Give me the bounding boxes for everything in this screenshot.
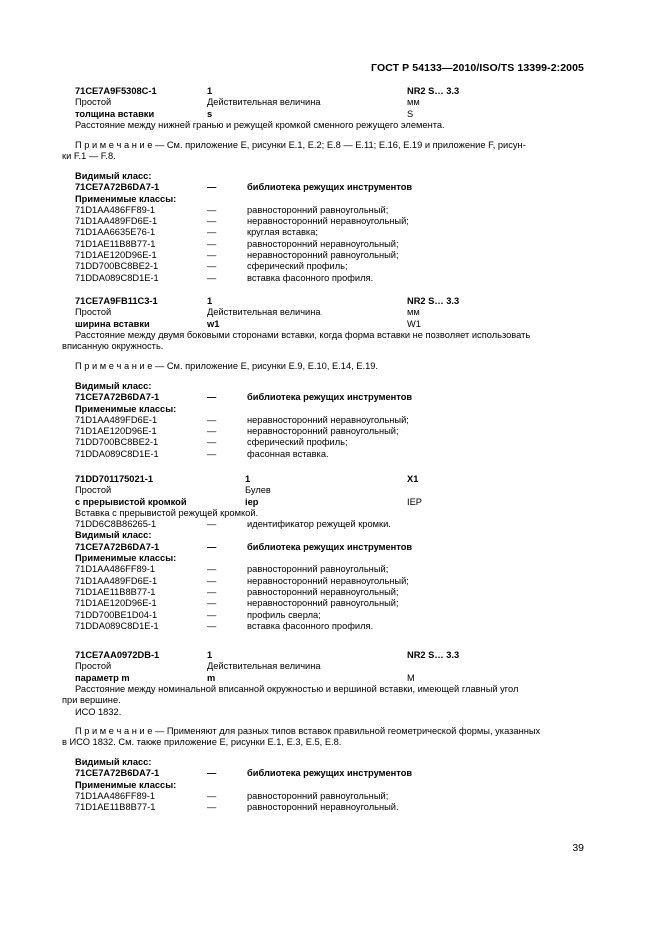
entry-id: 71CE7AA0972DB-1 <box>75 650 160 660</box>
note-2 <box>62 361 585 372</box>
note-1 <box>62 140 585 163</box>
visible-class-label: Видимый класс: <box>75 381 152 391</box>
class-dash: — <box>207 802 217 813</box>
entry-definition: Вставка с прерывистой режущей кромкой. <box>75 507 259 518</box>
class-dash: — <box>207 598 217 609</box>
class-desc: равносторонний равноугольный; <box>247 564 389 575</box>
class-id: 71D1AA486FF89-1 <box>75 564 156 575</box>
entry-interrupted-edge <box>75 474 585 632</box>
visible-class-id: 71CE7A72B6DA7-1 <box>75 392 160 403</box>
entry-type: Простой <box>75 97 112 108</box>
definition-4 <box>62 684 585 718</box>
class-dash: — <box>207 620 217 631</box>
class-dash: — <box>207 575 217 586</box>
visible-class-dash: — <box>207 768 217 779</box>
note-text: — См. приложение E, рисунки E.9, E.10, E.14, E.19. <box>152 361 378 371</box>
entry-id: 71CE7A9FB11C3-1 <box>75 296 158 306</box>
class-desc: равносторонний равноугольный; <box>247 204 389 215</box>
entry-type: Простой <box>75 485 112 496</box>
visible-class-desc: библиотека режущих инструментов <box>247 182 413 193</box>
class-list-2 <box>75 381 585 460</box>
entry-unit: мм <box>407 97 420 108</box>
entry-id: 71CE7A9F5308C-1 <box>75 86 157 96</box>
entry-name: параметр m <box>75 672 130 683</box>
entry-symbol: m <box>207 672 216 683</box>
applicable-classes-label: Применимые классы: <box>75 403 177 414</box>
entry-version: 1 <box>207 86 213 96</box>
class-id: 71DDA089C8D1E-1 <box>75 272 159 283</box>
visible-class-desc: библиотека режущих инструментов <box>247 392 413 403</box>
note-label: П р и м е ч а н и е <box>75 361 153 371</box>
entry-symbol: s <box>207 108 213 119</box>
definition-2 <box>62 330 585 353</box>
visible-class-label: Видимый класс: <box>75 757 152 767</box>
definition-text: Расстояние между двумя боковыми сторонами вставки, когда форма вставки не позволяет использовать <box>75 330 531 340</box>
class-desc: неравносторонний равноугольный; <box>247 426 399 437</box>
visible-class-desc: библиотека режущих инструментов <box>247 541 413 552</box>
class-id: 71DD700BC8BE2-1 <box>75 261 159 272</box>
entry-ref: NR2 S… 3.3 <box>407 650 460 660</box>
applicable-classes-label: Применимые классы: <box>75 193 177 204</box>
note-label: П р и м е ч а н и е <box>75 140 153 150</box>
entry-symbol-code: IEP <box>407 496 422 507</box>
entry-type: Простой <box>75 307 112 318</box>
class-dash: — <box>207 216 217 227</box>
visible-class-dash: — <box>207 182 217 193</box>
note-text-cont: в ИСО 1832. См. также приложение E, рисунки E.1, E.3, E.5, E.8. <box>62 737 342 748</box>
class-id: 71DDA089C8D1E-1 <box>75 448 159 459</box>
class-desc: равносторонний равноугольный; <box>247 790 389 801</box>
class-desc: неравносторонний равноугольный; <box>247 250 399 261</box>
class-dash: — <box>207 586 217 597</box>
class-desc: равносторонний неравноугольный; <box>247 586 399 597</box>
class-dash: — <box>207 790 217 801</box>
applicable-classes-label: Применимые классы: <box>75 779 177 790</box>
class-id: 71D1AE11B8B77-1 <box>75 586 156 597</box>
visible-class-dash: — <box>207 392 217 403</box>
definition-text: Расстояние между номинальной вписанной окружностью и вершиной вставки, имеющей главный угол <box>75 684 519 694</box>
entry-symbol-code: M <box>407 672 415 683</box>
ref-class-dash: — <box>207 519 217 530</box>
class-dash: — <box>207 448 217 459</box>
class-id: 71D1AA486FF89-1 <box>75 204 156 215</box>
visible-class-label: Видимый класс: <box>75 530 152 541</box>
entry-symbol: w1 <box>207 318 220 329</box>
iso-reference: ИСО 1832. <box>75 706 122 717</box>
visible-class-id: 71CE7A72B6DA7-1 <box>75 541 160 552</box>
entry-kind: Действительная величина <box>207 97 321 108</box>
class-list-1 <box>75 171 585 284</box>
page-number: 39 <box>572 842 584 854</box>
entry-name: с прерывистой кромкой <box>75 496 187 507</box>
note-text-cont: ки F.1 — F.8. <box>62 151 116 162</box>
entry-version: 1 <box>245 474 251 484</box>
note-text: — Применяют для разных типов вставок правильной геометрической формы, указанных <box>152 726 541 736</box>
class-dash: — <box>207 437 217 448</box>
class-dash: — <box>207 609 217 620</box>
class-id: 71D1AE120D96E-1 <box>75 250 157 261</box>
class-id: 71D1AA489FD6E-1 <box>75 414 158 425</box>
class-desc: неравносторонний равноугольный; <box>247 598 399 609</box>
class-dash: — <box>207 238 217 249</box>
class-id: 71D1AE11B8B77-1 <box>75 238 156 249</box>
class-id: 71D1AA489FD6E-1 <box>75 216 158 227</box>
class-id: 71D1AE120D96E-1 <box>75 598 157 609</box>
applicable-classes-label: Применимые классы: <box>75 553 177 564</box>
entry-kind: Булев <box>245 485 271 496</box>
class-id: 71DDA089C8D1E-1 <box>75 620 159 631</box>
class-desc: вставка фасонного профиля. <box>247 272 374 283</box>
class-list-4 <box>75 757 585 813</box>
class-desc: сферический профиль; <box>247 261 348 272</box>
page-header: ГОСТ Р 54133—2010/ISO/TS 13399-2:2005 <box>371 62 584 74</box>
entry-unit: мм <box>407 307 420 318</box>
class-id: 71D1AA6635E76-1 <box>75 227 156 238</box>
entry-kind: Действительная величина <box>207 307 321 318</box>
class-dash: — <box>207 414 217 425</box>
entry-ref: NR2 S… 3.3 <box>407 86 460 96</box>
entry-insert-width <box>75 296 585 330</box>
entry-kind: Действительная величина <box>207 661 321 672</box>
entry-parameter-m <box>75 650 585 684</box>
note-4 <box>62 726 585 749</box>
class-dash: — <box>207 564 217 575</box>
class-dash: — <box>207 204 217 215</box>
class-dash: — <box>207 426 217 437</box>
entry-name: толщина вставки <box>75 108 155 119</box>
class-desc: круглая вставка; <box>247 227 318 238</box>
entry-name: ширина вставки <box>75 318 150 329</box>
entry-version: 1 <box>207 296 213 306</box>
class-desc: неравносторонний неравноугольный; <box>247 216 409 227</box>
note-text: — См. приложение E, рисунки E.1, E.2; E.8 — E.11; E.16, E.19 и приложение F, рисун- <box>152 140 526 150</box>
entry-insert-thickness <box>75 86 585 131</box>
class-desc: равносторонний неравноугольный; <box>247 238 399 249</box>
class-desc: профиль сверла; <box>247 609 321 620</box>
class-desc: неравносторонний неравноугольный; <box>247 575 409 586</box>
ref-class-desc: идентификатор режущей кромки. <box>247 519 391 530</box>
class-desc: неравносторонний неравноугольный; <box>247 414 409 425</box>
visible-class-desc: библиотека режущих инструментов <box>247 768 413 779</box>
class-id: 71D1AA489FD6E-1 <box>75 575 158 586</box>
visible-class-id: 71CE7A72B6DA7-1 <box>75 768 160 779</box>
entry-symbol-code: S <box>407 108 414 119</box>
class-id: 71DD700BC8BE2-1 <box>75 437 159 448</box>
definition-text-cont: вписанную окружность. <box>62 341 164 352</box>
entry-symbol: iep <box>245 496 259 507</box>
class-dash: — <box>207 227 217 238</box>
class-desc: сферический профиль; <box>247 437 348 448</box>
ref-class-id: 71DD6C8B86265-1 <box>75 519 157 530</box>
visible-class-id: 71CE7A72B6DA7-1 <box>75 182 160 193</box>
class-id: 71DD700BE1D04-1 <box>75 609 158 620</box>
class-desc: фасонная вставка. <box>247 448 329 459</box>
class-dash: — <box>207 261 217 272</box>
entry-symbol-code: W1 <box>407 318 421 329</box>
entry-version: 1 <box>207 650 213 660</box>
visible-class-label: Видимый класс: <box>75 171 152 181</box>
definition-text-cont: при вершине. <box>62 695 121 706</box>
class-id: 71D1AE120D96E-1 <box>75 426 157 437</box>
entry-id: 71DD701175021-1 <box>75 474 154 484</box>
entry-ref: X1 <box>407 474 419 484</box>
visible-class-dash: — <box>207 541 217 552</box>
class-dash: — <box>207 250 217 261</box>
class-desc: вставка фасонного профиля. <box>247 620 374 631</box>
entry-definition: Расстояние между нижней гранью и режущей кромкой сменного режущего элемента. <box>75 119 445 130</box>
entry-type: Простой <box>75 661 112 672</box>
note-label: П р и м е ч а н и е <box>75 726 153 736</box>
class-id: 71D1AA486FF89-1 <box>75 790 156 801</box>
class-dash: — <box>207 272 217 283</box>
class-id: 71D1AE11B8B77-1 <box>75 802 156 813</box>
class-desc: равносторонний неравноугольный. <box>247 802 399 813</box>
entry-ref: NR2 S… 3.3 <box>407 296 460 306</box>
